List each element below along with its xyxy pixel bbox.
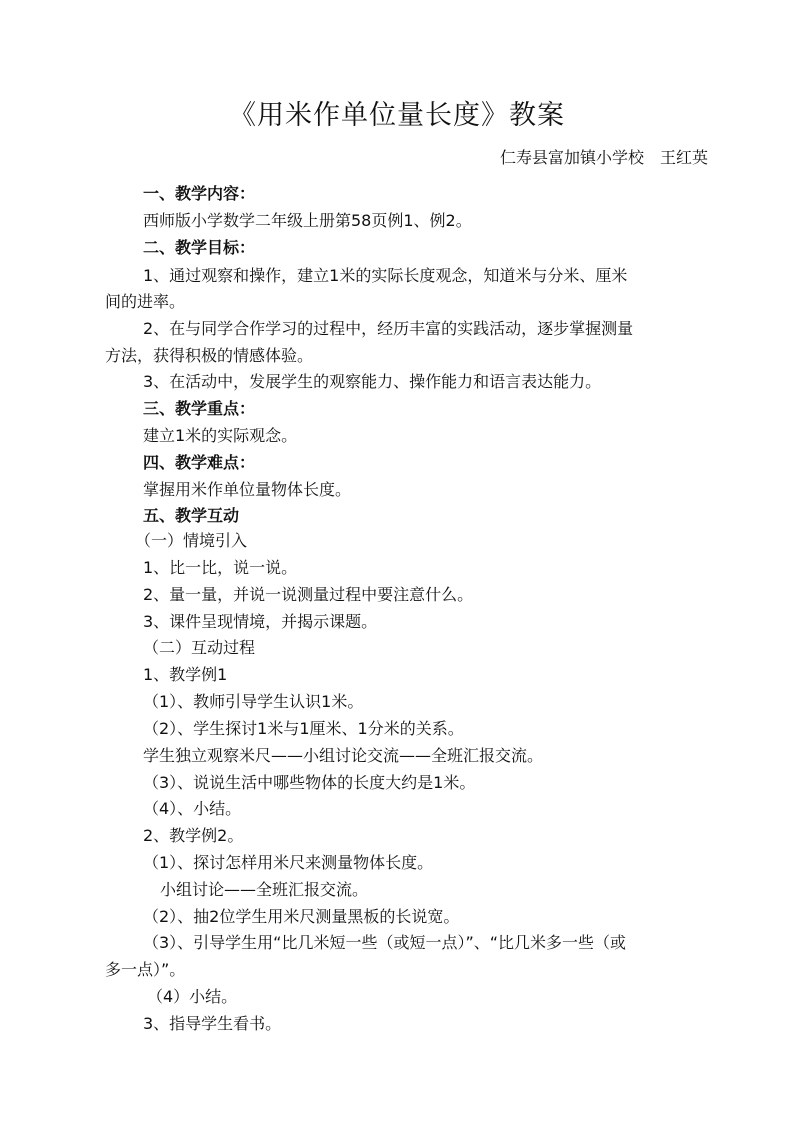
- difficulty-text: 掌握用米作单位量物体长度。: [143, 480, 352, 499]
- part-1-item-2: 2、量一量，并说一说测量过程中要注意什么。: [143, 585, 474, 604]
- key-text: 建立1米的实际观念。: [143, 426, 298, 445]
- part-1-item-3: 3、课件呈现情境，并揭示课题。: [143, 612, 378, 631]
- goal-2-line-2: 方法，获得积极的情感体验。: [105, 346, 314, 365]
- section-heading-goals: 二、教学目标：: [143, 238, 256, 257]
- example-1-flow: 学生独立观察米尺——小组讨论交流——全班汇报交流。: [143, 746, 544, 765]
- section-heading-key: 三、教学重点：: [143, 399, 256, 418]
- author-line: 仁寿县富加镇小学校 王红英: [499, 148, 708, 167]
- example-2-step-3-line-2: 多一点）”。: [105, 960, 186, 979]
- part-2-heading: （二）互动过程: [143, 638, 256, 657]
- example-1-step-2: （2）、学生探讨1米与1厘米、1分米的关系。: [143, 719, 464, 738]
- goal-1-line-2: 间的进率。: [105, 292, 186, 311]
- example-2-step-1: （1）、探讨怎样用米尺来测量物体长度。: [143, 853, 434, 872]
- example-2-flow: 小组讨论——全班汇报交流。: [160, 880, 369, 899]
- guide-reading: 3、指导学生看书。: [143, 1014, 282, 1033]
- section-heading-interaction: 五、教学互动: [143, 506, 240, 525]
- part-1-heading: （一）情境引入: [135, 531, 248, 550]
- part-1-item-1: 1、比一比，说一说。: [143, 558, 298, 577]
- example-2-step-4: （4）小结。: [147, 987, 238, 1006]
- section-heading-difficulty: 四、教学难点：: [143, 453, 256, 472]
- example-2-heading: 2、教学例2。: [143, 826, 244, 845]
- section-heading-content: 一、教学内容：: [143, 184, 256, 203]
- example-1-step-3: （3）、说说生活中哪些物体的长度大约是1米。: [143, 773, 476, 792]
- content-text: 西师版小学数学二年级上册第58页例1、例2。: [143, 211, 472, 230]
- example-1-step-4: （4）、小结。: [143, 799, 242, 818]
- example-2-step-2: （2）、抽2位学生用米尺测量黑板的长说宽。: [143, 907, 460, 926]
- goal-2-line-1: 2、在与同学合作学习的过程中，经历丰富的实践活动，逐步掌握测量: [143, 319, 634, 338]
- example-1-step-1: （1）、教师引导学生认识1米。: [143, 692, 364, 711]
- goal-3: 3、在活动中，发展学生的观察能力、操作能力和语言表达能力。: [143, 372, 602, 391]
- page-title: 《用米作单位量长度》教案: [229, 100, 565, 131]
- example-1-heading: 1、教学例1: [143, 665, 228, 684]
- goal-1-line-1: 1、通过观察和操作，建立1米的实际长度观念，知道米与分米、厘米: [143, 266, 628, 285]
- example-2-step-3-line-1: （3）、引导学生用“比几米短一些（或短一点）”、“比几米多一些（或: [143, 933, 627, 952]
